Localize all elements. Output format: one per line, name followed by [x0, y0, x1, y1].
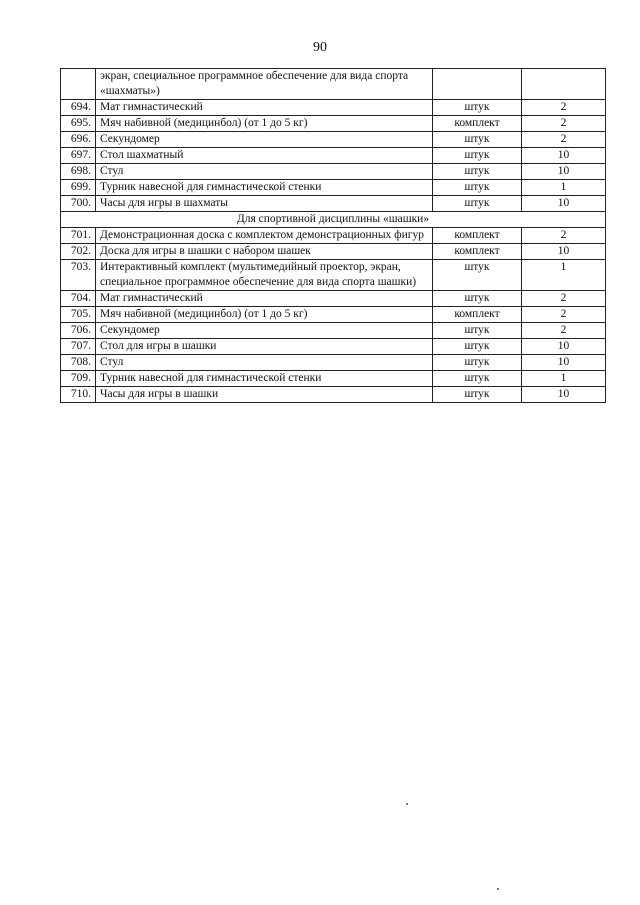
table-row	[61, 116, 606, 132]
item-name: Секундомер	[96, 323, 433, 339]
item-unit: комплект	[433, 307, 522, 323]
item-name: Мяч набивной (медицинбол) (от 1 до 5 кг)	[96, 307, 433, 323]
item-quantity: 2	[522, 228, 606, 244]
item-quantity: 1	[522, 180, 606, 196]
item-number: 709.	[61, 371, 96, 387]
scan-speck	[497, 888, 499, 890]
item-unit: штук	[433, 323, 522, 339]
item-number	[61, 69, 96, 100]
item-name: Часы для игры в шашки	[96, 387, 433, 403]
item-unit: штук	[433, 387, 522, 403]
table-row	[61, 69, 606, 100]
item-quantity: 10	[522, 164, 606, 180]
item-number: 708.	[61, 355, 96, 371]
table-row	[61, 355, 606, 371]
equipment-table-body	[61, 69, 606, 403]
item-unit: комплект	[433, 116, 522, 132]
item-quantity: 2	[522, 291, 606, 307]
item-number: 707.	[61, 339, 96, 355]
table-row	[61, 196, 606, 212]
item-unit: штук	[433, 291, 522, 307]
item-unit: комплект	[433, 228, 522, 244]
table-row	[61, 260, 606, 291]
item-quantity: 1	[522, 260, 606, 291]
table-row	[61, 164, 606, 180]
item-quantity: 10	[522, 387, 606, 403]
item-unit: штук	[433, 371, 522, 387]
item-name: Секундомер	[96, 132, 433, 148]
table-row	[61, 132, 606, 148]
item-quantity: 2	[522, 116, 606, 132]
item-number: 695.	[61, 116, 96, 132]
table-row	[61, 100, 606, 116]
item-name: Стул	[96, 355, 433, 371]
table-row	[61, 371, 606, 387]
item-number: 702.	[61, 244, 96, 260]
section-header-row	[61, 212, 606, 228]
item-number: 700.	[61, 196, 96, 212]
item-number: 696.	[61, 132, 96, 148]
table-row	[61, 323, 606, 339]
table-row	[61, 180, 606, 196]
item-unit: штук	[433, 148, 522, 164]
item-quantity: 10	[522, 196, 606, 212]
table-row	[61, 244, 606, 260]
scan-speck	[406, 803, 408, 805]
item-number: 697.	[61, 148, 96, 164]
item-name: Стул	[96, 164, 433, 180]
table-row	[61, 339, 606, 355]
item-quantity: 2	[522, 100, 606, 116]
item-name: Стол для игры в шашки	[96, 339, 433, 355]
item-unit: комплект	[433, 244, 522, 260]
item-quantity: 2	[522, 323, 606, 339]
section-title: Для спортивной дисциплины «шашки»	[61, 212, 606, 228]
item-unit: штук	[433, 260, 522, 291]
item-name: Доска для игры в шашки с набором шашек	[96, 244, 433, 260]
item-number: 710.	[61, 387, 96, 403]
item-quantity: 10	[522, 355, 606, 371]
item-unit	[433, 69, 522, 100]
item-quantity: 1	[522, 371, 606, 387]
equipment-table	[60, 68, 606, 403]
item-quantity: 2	[522, 307, 606, 323]
table-row	[61, 228, 606, 244]
item-number: 705.	[61, 307, 96, 323]
item-unit: штук	[433, 196, 522, 212]
item-number: 694.	[61, 100, 96, 116]
item-unit: штук	[433, 100, 522, 116]
item-name: Демонстрационная доска с комплектом демонстрационных фигур	[96, 228, 433, 244]
item-name: Мяч набивной (медицинбол) (от 1 до 5 кг)	[96, 116, 433, 132]
item-quantity	[522, 69, 606, 100]
item-name: Турник навесной для гимнастической стенки	[96, 371, 433, 387]
item-name: Интерактивный комплект (мультимедийный проектор, экран, специальное программное обеспечение для вида спорта шашки)	[96, 260, 433, 291]
item-unit: штук	[433, 339, 522, 355]
item-name: экран, специальное программное обеспечение для вида спорта «шахматы»)	[96, 69, 433, 100]
item-name: Часы для игры в шахматы	[96, 196, 433, 212]
item-unit: штук	[433, 164, 522, 180]
item-number: 698.	[61, 164, 96, 180]
item-number: 704.	[61, 291, 96, 307]
item-name: Стол шахматный	[96, 148, 433, 164]
table-row	[61, 148, 606, 164]
item-name: Мат гимнастический	[96, 291, 433, 307]
table-row	[61, 291, 606, 307]
item-quantity: 2	[522, 132, 606, 148]
item-quantity: 10	[522, 339, 606, 355]
page-number: 90	[313, 40, 327, 55]
item-number: 706.	[61, 323, 96, 339]
item-number: 701.	[61, 228, 96, 244]
item-name: Турник навесной для гимнастической стенки	[96, 180, 433, 196]
item-number: 699.	[61, 180, 96, 196]
table-row	[61, 387, 606, 403]
item-name: Мат гимнастический	[96, 100, 433, 116]
item-unit: штук	[433, 132, 522, 148]
table-row	[61, 307, 606, 323]
item-unit: штук	[433, 180, 522, 196]
item-number: 703.	[61, 260, 96, 291]
item-unit: штук	[433, 355, 522, 371]
item-quantity: 10	[522, 244, 606, 260]
item-quantity: 10	[522, 148, 606, 164]
